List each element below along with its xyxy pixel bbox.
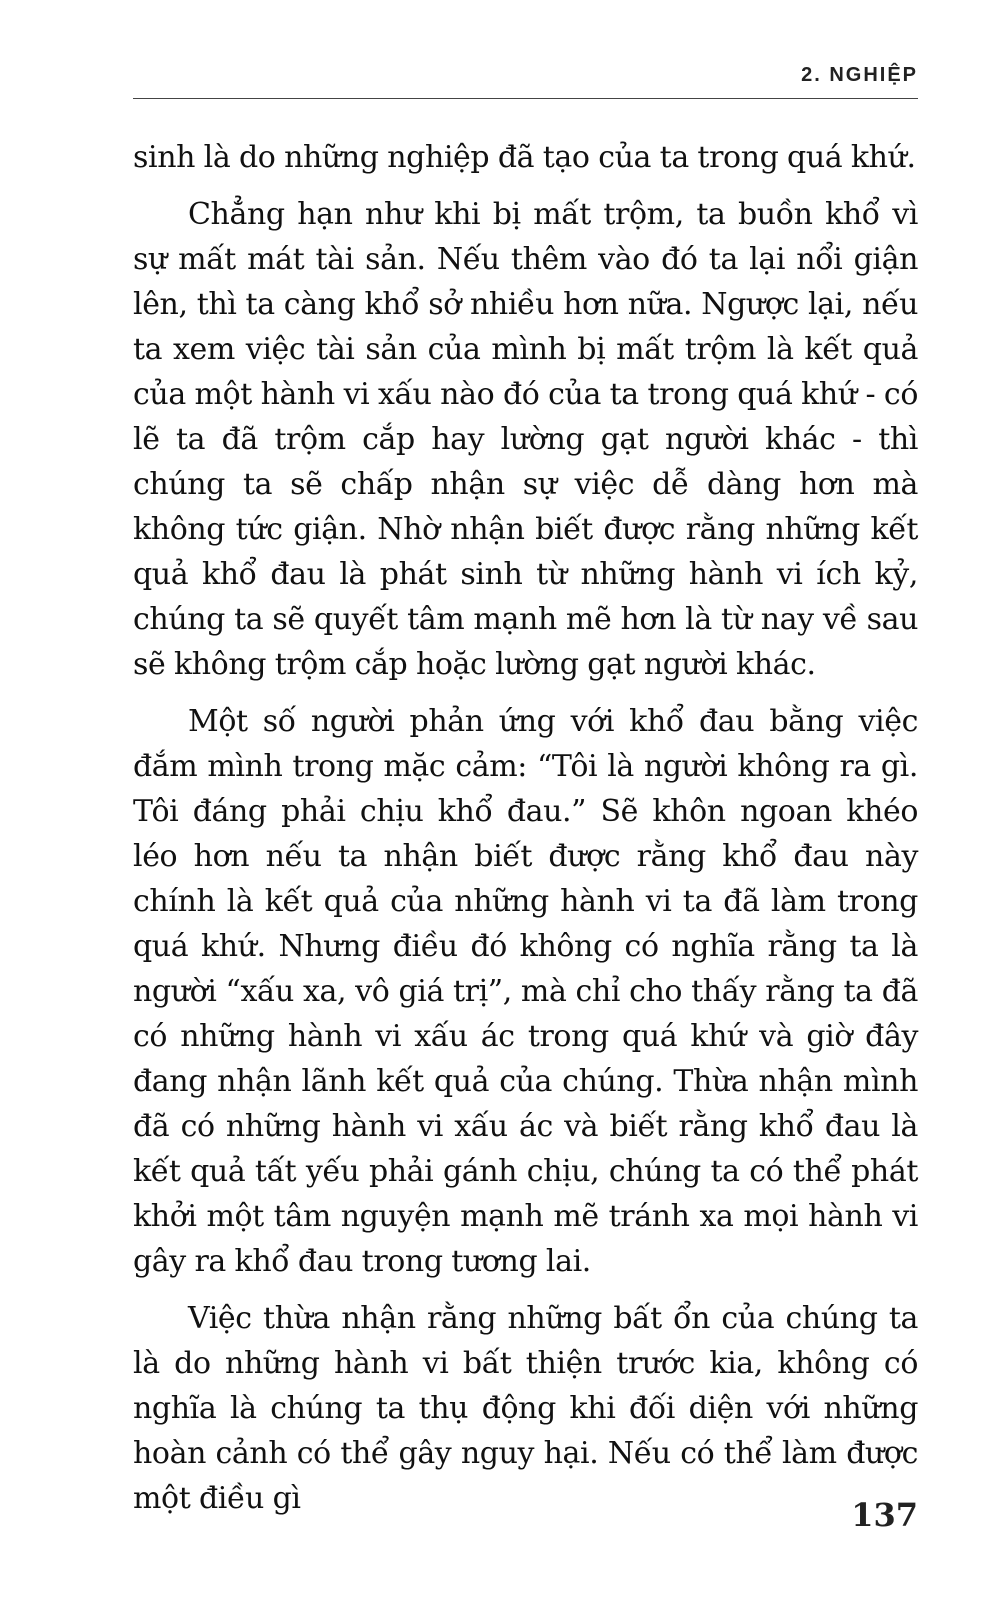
- chapter-title: 2. NGHIỆP: [801, 64, 918, 86]
- paragraph: Chẳng hạn như khi bị mất trộm, ta buồn khổ vì sự mất mát tài sản. Nếu thêm vào đó ta lại nổi giận lên, thì ta càng khổ sở nhiều hơn nữa. Ngược lại, nếu ta xem việc tài sản của mình bị mất trộm là kết quả của một hành vi xấu nào đó của ta trong quá khứ - có lẽ ta đã trộm cắp hay lường gạt người khác - thì chúng ta sẽ chấp nhận sự việc dễ dàng hơn mà không tức giận. Nhờ nhận biết được rằng những kết quả khổ đau là phát sinh từ những hành vi ích kỷ, chúng ta sẽ quyết tâm mạnh mẽ hơn là từ nay về sau sẽ không trộm cắp hoặc lường gạt người khác.: [133, 197, 918, 682]
- page-body: [133, 135, 918, 1533]
- page-number: 137: [851, 1496, 918, 1534]
- paragraph-continuation: sinh là do những nghiệp đã tạo của ta trong quá khứ.: [133, 140, 916, 175]
- paragraph: Một số người phản ứng với khổ đau bằng việc đắm mình trong mặc cảm: “Tôi là người không ra gì. Tôi đáng phải chịu khổ đau.” Sẽ khôn ngoan khéo léo hơn nếu ta nhận biết được rằng khổ đau này chính là kết quả của những hành vi ta đã làm trong quá khứ. Nhưng điều đó không có nghĩa rằng ta là người “xấu xa, vô giá trị”, mà chỉ cho thấy rằng ta đã có những hành vi xấu ác trong quá khứ và giờ đây đang nhận lãnh kết quả của chúng. Thừa nhận mình đã có những hành vi xấu ác và biết rằng khổ đau là kết quả tất yếu phải gánh chịu, chúng ta có thể phát khởi một tâm nguyện mạnh mẽ tránh xa mọi hành vi gây ra khổ đau trong tương lai.: [133, 704, 918, 1279]
- paragraph: Việc thừa nhận rằng những bất ổn của chúng ta là do những hành vi bất thiện trước kia, không có nghĩa là chúng ta thụ động khi đối diện với những hoàn cảnh có thể gây nguy hại. Nếu có thể làm được một điều gì: [133, 1301, 918, 1516]
- running-header: [133, 58, 918, 99]
